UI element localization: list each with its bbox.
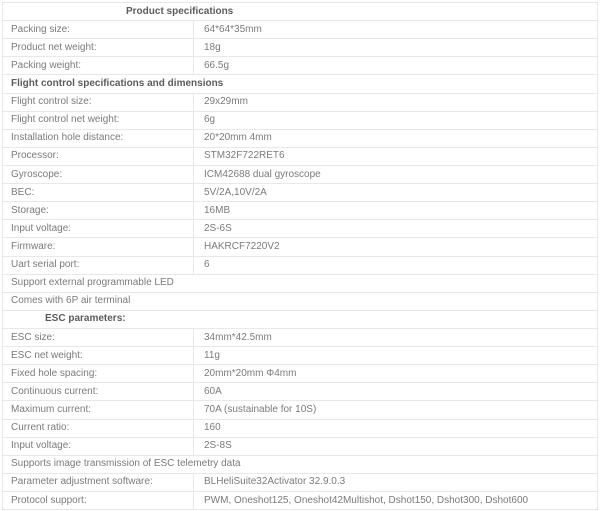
spec-label: ESC net weight:	[3, 347, 194, 364]
spec-value: PWM, Oneshot125, Oneshot42Multishot, Dshot150, Dshot300, Dshot600	[204, 494, 529, 506]
spec-row	[3, 401, 597, 419]
section-title: ESC parameters:	[45, 313, 126, 325]
spec-label: Flight control net weight:	[3, 112, 194, 129]
spec-label: Fixed hole spacing:	[3, 365, 194, 382]
spec-value: 18g	[204, 41, 221, 53]
spec-value: 66.5g	[204, 59, 230, 71]
spec-label: ESC size:	[3, 329, 194, 346]
spec-row	[3, 184, 597, 202]
note-text: Support external programmable LED	[11, 277, 174, 289]
spec-label: Continuous current:	[3, 383, 194, 400]
note-row	[3, 456, 597, 474]
note-text: Supports image transmission of ESC telemetry data	[11, 458, 241, 470]
section-header-row	[3, 311, 597, 329]
spec-value: 70A (sustainable for 10S)	[204, 403, 317, 415]
spec-row	[3, 238, 597, 256]
spec-label: Packing weight:	[3, 57, 194, 74]
spec-label: Storage:	[3, 202, 194, 219]
spec-label: Gyroscope:	[3, 166, 194, 183]
spec-label: Packing size:	[3, 21, 194, 38]
spec-label: Protocol support:	[3, 492, 194, 509]
spec-value: 20mm*20mm Φ4mm	[204, 367, 297, 379]
spec-row	[3, 39, 597, 57]
spec-row	[3, 130, 597, 148]
spec-row	[3, 166, 597, 184]
spec-row	[3, 383, 597, 401]
note-row	[3, 275, 597, 293]
spec-label: Parameter adjustment software:	[3, 474, 194, 491]
spec-row	[3, 347, 597, 365]
spec-row	[3, 202, 597, 220]
spec-label: Current ratio:	[3, 420, 194, 437]
spec-row	[3, 220, 597, 238]
spec-label: Product net weight:	[3, 39, 194, 56]
spec-row	[3, 420, 597, 438]
spec-row	[3, 94, 597, 112]
spec-row	[3, 438, 597, 456]
section-header-row	[3, 3, 597, 21]
spec-row	[3, 21, 597, 39]
spec-label: Input voltage:	[3, 220, 194, 237]
spec-value: HAKRCF7220V2	[204, 240, 280, 252]
spec-label: Firmware:	[3, 238, 194, 255]
spec-value: 160	[204, 422, 221, 434]
spec-row	[3, 329, 597, 347]
note-row	[3, 293, 597, 311]
spec-value: 20*20mm 4mm	[204, 132, 272, 144]
spec-value: STM32F722RET6	[204, 150, 285, 162]
spec-row	[3, 492, 597, 510]
spec-row	[3, 474, 597, 492]
spec-label: BEC:	[3, 184, 194, 201]
spec-row	[3, 112, 597, 130]
spec-value: 5V/2A,10V/2A	[204, 186, 267, 198]
spec-row	[3, 57, 597, 75]
spec-label: Processor:	[3, 148, 194, 165]
spec-label: Uart serial port:	[3, 257, 194, 274]
spec-row	[3, 365, 597, 383]
spec-row	[3, 257, 597, 275]
spec-value: 2S-8S	[204, 440, 232, 452]
section-title: Product specifications	[126, 5, 234, 17]
spec-label: Input voltage:	[3, 438, 194, 455]
section-header-row	[3, 75, 597, 93]
spec-value: 60A	[204, 385, 222, 397]
spec-label: Flight control size:	[3, 94, 194, 111]
spec-value: ICM42688 dual gyroscope	[204, 168, 321, 180]
spec-table	[2, 2, 598, 510]
spec-value: 6	[204, 259, 210, 271]
spec-value: 64*64*35mm	[204, 23, 262, 35]
spec-value: 6g	[204, 114, 216, 126]
spec-value: BLHeliSuite32Activator 32.9.0.3	[204, 476, 346, 488]
spec-value: 11g	[204, 349, 220, 361]
spec-value: 2S-6S	[204, 222, 232, 234]
spec-label: Installation hole distance:	[3, 130, 194, 147]
spec-value: 29x29mm	[204, 96, 248, 108]
note-text: Comes with 6P air terminal	[11, 295, 131, 307]
section-title: Flight control specifications and dimensions	[11, 77, 224, 89]
spec-value: 34mm*42.5mm	[204, 331, 272, 343]
spec-label: Maximum current:	[3, 401, 194, 418]
spec-value: 16MB	[204, 204, 231, 216]
spec-row	[3, 148, 597, 166]
